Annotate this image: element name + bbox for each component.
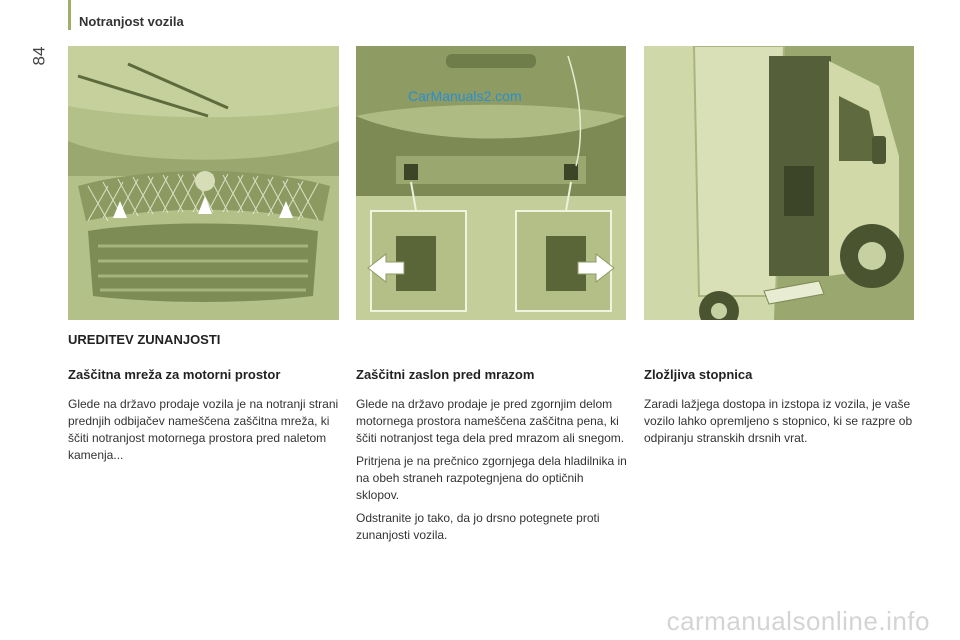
- column-paragraph: Glede na državo prodaje je pred zgornjim delom motornega prostora nameščena zaščitna pena, ki ščiti notranjost tega dela pred mrazom ali snegom.: [356, 397, 625, 445]
- page-number: 84: [29, 46, 49, 66]
- column-heading: Zaščitna mreža za motorni prostor: [68, 367, 281, 382]
- photo-watermark: CarManuals2.com: [408, 88, 522, 104]
- column-cold-screen: [356, 367, 628, 550]
- column-heading: Zaščitni zaslon pred mrazom: [356, 367, 535, 382]
- column-grille-mesh: [68, 367, 340, 470]
- photo-grille-mesh: [68, 46, 339, 320]
- column-paragraph: Pritrjena je na prečnico zgornjega dela hladilnika in na obeh straneh razpotegnjena do optičnih sklopov.: [356, 454, 627, 502]
- header-accent-bar: [68, 0, 71, 30]
- page-header-title: Notranjost vozila: [79, 14, 184, 29]
- column-heading: Zložljiva stopnica: [644, 367, 753, 382]
- footer-watermark: carmanualsonline.info: [666, 606, 930, 636]
- photo-cold-screen: [356, 46, 626, 320]
- column-paragraph: Glede na državo prodaje vozila je na notranji strani prednjih odbijačev nameščena zaščitna mreža, ki ščiti notranjost motornega prostora pred naletom kamenja...: [68, 397, 339, 462]
- column-paragraph: Odstranite jo tako, da jo drsno potegnete proti zunanjosti vozila.: [356, 511, 600, 542]
- column-paragraph: Zaradi lažjega dostopa in izstopa iz vozila, je vaše vozilo lahko opremljeno s stopnico, ki se razpre ob odpiranju stranskih drsnih vrat.: [644, 397, 913, 445]
- section-title: UREDITEV ZUNANJOSTI: [68, 332, 221, 347]
- column-folding-step: [644, 367, 916, 453]
- photo-folding-step: [644, 46, 914, 320]
